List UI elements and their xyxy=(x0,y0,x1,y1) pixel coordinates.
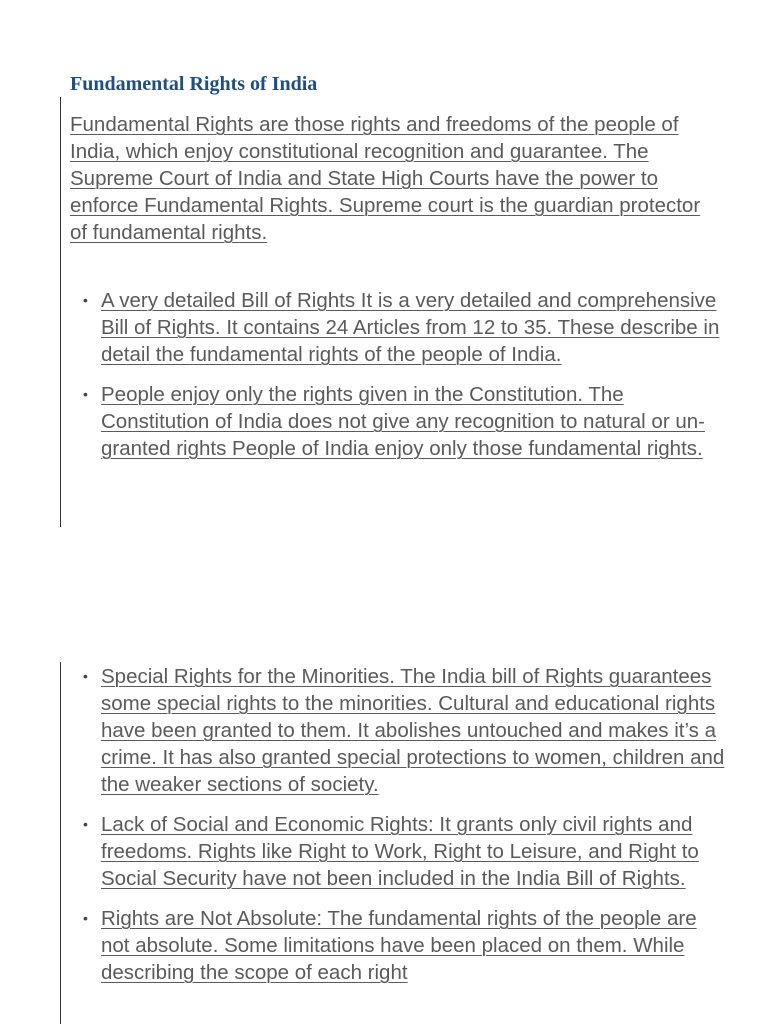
page-title: Fundamental Rights of India xyxy=(70,73,318,95)
margin-bar xyxy=(60,97,61,527)
list-item xyxy=(70,811,730,892)
rights-list-two xyxy=(70,663,730,999)
list-item xyxy=(70,287,730,368)
list-item xyxy=(70,381,730,462)
list-item-link[interactable]: People enjoy only the rights given in the Constitution. The Constitution of India does not give any recognition to natural or un-granted rights People of India enjoy only those fundamental rights. xyxy=(101,383,705,460)
rights-list-one xyxy=(70,287,730,475)
margin-bar xyxy=(60,662,61,1024)
bullet-icon: • xyxy=(83,668,88,684)
list-item-link[interactable]: Rights are Not Absolute: The fundamental rights of the people are not absolute. Some limitations have been placed on them. While describing the scope of each right xyxy=(101,907,697,984)
bullet-icon: • xyxy=(83,292,88,308)
intro-paragraph[interactable]: Fundamental Rights are those rights and freedoms of the people of India, which enjoy constitutional recognition and guarantee. The Supreme Court of India and State High Courts have the power to enforce Fundamental Rights. Supreme court is the guardian protector of fundamental rights. xyxy=(70,113,701,244)
list-item-link[interactable]: Lack of Social and Economic Rights: It grants only civil rights and freedoms. Rights like Right to Work, Right to Leisure, and Right to Social Security have not been included in the India Bill of Rights. xyxy=(101,813,699,890)
list-item-link[interactable]: Special Rights for the Minorities. The India bill of Rights guarantees some special rights to the minorities. Cultural and educational rights have been granted to them. It abolishes untouched and makes it’s a crime. It has also granted special protections to women, children and the weaker sections of society. xyxy=(101,665,725,796)
list-item-link[interactable]: A very detailed Bill of Rights It is a very detailed and comprehensive Bill of Rights. It contains 24 Articles from 12 to 35. These describe in detail the fundamental rights of the people of India. xyxy=(101,289,720,366)
bullet-icon: • xyxy=(83,816,88,832)
bullet-icon: • xyxy=(83,386,88,402)
list-item xyxy=(70,663,730,798)
list-item xyxy=(70,905,730,986)
bullet-icon: • xyxy=(83,910,88,926)
